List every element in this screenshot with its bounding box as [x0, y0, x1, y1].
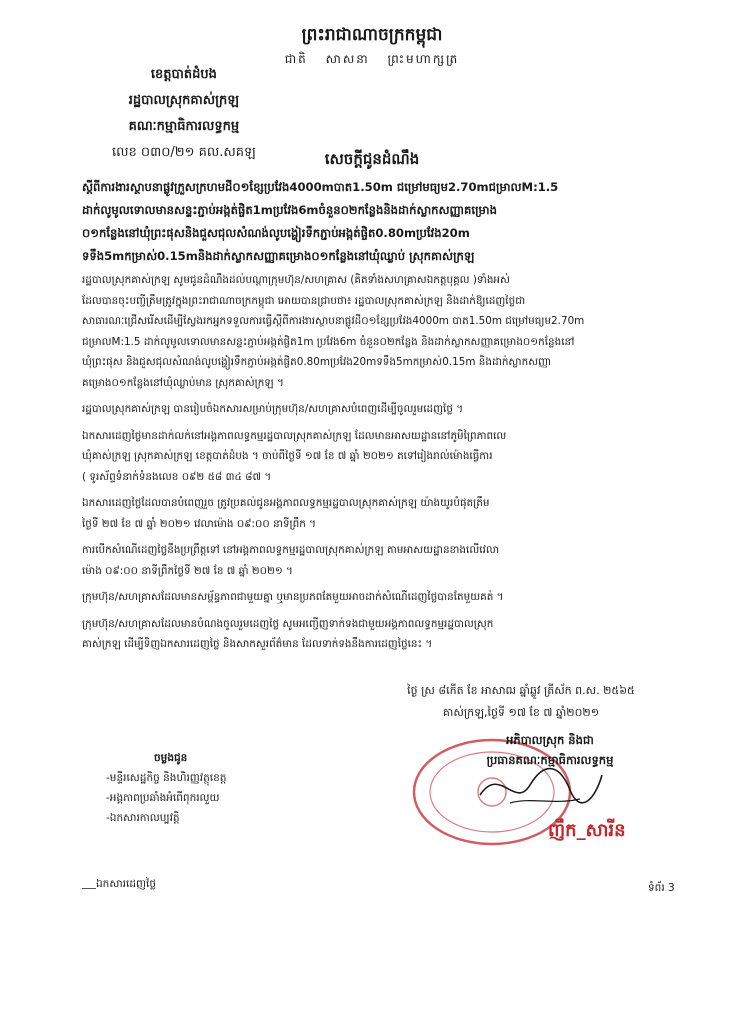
page-number: ទំព័រ 3 [648, 882, 675, 894]
official-title-line: ប្រធានគណៈកម្មាធិការលទ្ធកម្ម [486, 753, 614, 767]
paragraph-4-line: ថ្ងៃទី ២៧ ខែ ៧ ឆ្នាំ ២០២១ វេលាម៉ោង ០៩:០០ នាទីព្រឹក ។ [82, 517, 316, 530]
issuer-committee: គណៈកម្មាធិការលទ្ធកម្ម [128, 119, 240, 134]
subject-line: ដាក់លូមូលទោលមានសន្ទះភ្ជាប់អង្កត់ផ្ចិត1mប្រវែង6mចំនួន០២កន្លែងនិងដាក់ស្លាកសញ្ញាគម្រោង [82, 203, 497, 217]
paragraph-6: ក្រុមហ៊ុន/សហគ្រាសដែលមានសម្ព័ន្ធភាពជាមួយគ្នា ឬមានប្រភពតែមួយអាចដាក់សំណើដេញថ្លៃបានតែមួយគត់ ។ [82, 591, 504, 603]
motto-king: ព្រះមហាក្សត្រ [387, 52, 460, 66]
paragraph-1-line: សាធារណៈជ្រើសរើសដើម្បីស្វែងរកអ្នកទទួលការធ្វើស្ដីពីការងារស្ថាបនាផ្លូវដី០១ខ្សែប្រវែង4000m បាត1.50m ជម្រៅមធ្យម2.70m [82, 315, 585, 327]
subject-block [82, 176, 704, 268]
official-title-line: អភិបាលស្រុក និងជា [506, 733, 594, 747]
solar-date: គាស់ក្រឡ,ថ្ងៃទី ១៧ ខែ ៧ ឆ្នាំ២០២១ [442, 706, 600, 719]
recipient-item: -មន្ទីរសេដ្ឋកិច្ច និងហិរញ្ញវត្ថុខេត្ត [106, 772, 227, 784]
subject-line: ទទឹង5mកម្រាស់0.15mនិងដាក់ស្លាកសញ្ញាគម្រោង០១កន្លែងនៅឃុំឈ្លាប់ ស្រុកគាស់ក្រឡ [82, 249, 475, 263]
lunar-date: ថ្ងៃ ស្រ ៨កើត ខែ អាសាឍ ឆ្នាំឆ្លូវ ត្រីស័ក ព.ស. ២៥៦៥ [407, 684, 635, 697]
paragraph-5-line: ការបើកសំណើដេញថ្លៃនឹងប្រព្រឹត្ដទៅ នៅអង្គភាពលទ្ធកម្មរដ្ឋបាលស្រុកគាស់ក្រឡ តាមអាសយដ្ឋានខាងលើវេលា [82, 544, 500, 556]
body-text [82, 270, 704, 655]
date-block [356, 680, 686, 724]
recipients-block [106, 748, 226, 828]
copy-note: ឯកសារដេញថ្លៃ [96, 878, 156, 890]
motto-religion: សាសនា [325, 52, 370, 66]
paragraph-3-line: ( ទូរស័ព្ទទំនាក់ទំនងលេខ ០៩២ ៥៨ ៣៤ ៨៧ ។ [82, 470, 272, 483]
paragraph-1-line: ដែលបានចុះបញ្ជីត្រឹមត្រូវក្នុងព្រះរាជាណាចក្រកម្ពុជា អោយបានជ្រាបថា៖ រដ្ឋបាលស្រុកគាស់ក្រឡ និងដាក់ឱ្យដេញថ្លៃជា [82, 294, 526, 307]
recipient-item: -អង្គភាពប្រឆាំងអំពើពុករលួយ [106, 792, 220, 804]
paragraph-1-line: ឃុំព្រះផុស និងជួសជុលសំណង់លូបង្ហៀរទឹកភ្ជាប់អង្កត់ផ្ចិត0.80mប្រវែង20mទទឹង5mកម្រាស់0.15m និងដាក់ស្លាកសញ្ញា [82, 356, 552, 368]
subject-line: ០១កន្លែងនៅឃុំព្រះផុសនិងជួសជុលសំណង់លូបង្ហៀរទឹកភ្ជាប់អង្កត់ផ្ចិត0.80mប្រវែង20m [82, 226, 470, 240]
document-title: សេចក្ដីជូនដំណឹង [324, 150, 420, 168]
recipient-item: -ឯកសារកាលប្បវត្តិ [106, 812, 180, 824]
kingdom-heading: ព្រះរាជាណាចក្រកម្ពុជា [301, 25, 443, 45]
signer-name: ញឹក_សារីន [548, 820, 626, 841]
footer-dash [82, 888, 96, 889]
recipients-heading: ចម្លងជូន [154, 752, 188, 764]
issuer-province: ខេត្តបាត់ដំបង [150, 67, 217, 82]
issuer-district-admin: រដ្ឋបាលស្រុកគាស់ក្រឡ [128, 93, 239, 108]
signature-icon [470, 755, 610, 815]
subject-line: ស្ដីពីការងារស្ថាបនាផ្លូវក្រួសក្រហមដី០១ខ្សែប្រវែង4000mបាត1.50m ជម្រៅមធ្យម2.70mជម្រាលM:1.5 [82, 180, 559, 194]
paragraph-1-line: ជម្រាលM:1.5 ដាក់លូមូលទោលមានសន្ទះភ្ជាប់អង្កត់ផ្ចិត1m ប្រវែង6m ចំនួន០២កន្លែង និងដាក់ស្លាកសញ្ញាគម្រោង០១កន្លែងនៅ [82, 335, 575, 348]
paragraph-4-line: ឯកសារដេញថ្លៃដែលបានបំពេញរួច ត្រូវប្រគល់ជូនអង្គភាពលទ្ធកម្មរដ្ឋបាលស្រុកគាស់ក្រឡ យ៉ាងយូរបំផុតត្រឹម [82, 497, 490, 509]
paragraph-1-line: គម្រោង០១កន្លែងនៅឃុំឈ្លាប់មាន ស្រុកគាស់ក្រឡ ។ [82, 376, 284, 389]
motto-nation: ជាតិ [284, 52, 308, 66]
paragraph-7-line: គាស់ក្រឡ ដើម្បីទិញឯកសារដេញថ្លៃ និងសាកសួរព័ត៌មាន ដែលទាក់ទងនឹងការដេញថ្លៃនេះ ។ [82, 638, 433, 650]
paragraph-2: រដ្ឋបាលស្រុកគាស់ក្រឡ បានរៀបចំឯកសារសម្រាប់ក្រុមហ៊ុន/សហគ្រាសបំពេញដើម្បីចូលរួមដេញថ្លៃ ។ [82, 403, 464, 415]
reference-number: លេខ ០៣០/២១ គល.សគឡ [112, 145, 256, 160]
paragraph-5-line: ម៉ោង ០៩:០០ នាទីព្រឹកថ្ងៃទី ២៧ ខែ ៧ ឆ្នាំ ២០២១ ។ [82, 564, 293, 577]
paragraph-7-line: ក្រុមហ៊ុន/សហគ្រាសដែលមានបំណងចូលរួមដេញថ្លៃ សូមអញ្ជើញទាក់ទងជាមួយអង្គភាពលទ្ធកម្មរដ្ឋបាលស្រុក [82, 617, 494, 630]
paragraph-1-line: រដ្ឋបាលស្រុកគាស់ក្រឡ សូមជូនដំណឹងដល់បណ្ដាក្រុមហ៊ុន/សហគ្រាស (គិតទាំងសហគ្រាសឯកត្តបុគ្គល )ទាំងអស់ [82, 274, 510, 286]
paragraph-3-line: ឯកសារដេញថ្លៃមានដាក់លក់នៅអង្គភាពលទ្ធកម្មរដ្ឋបាលស្រុកគាស់ក្រឡ ដែលមានអាសយដ្ឋាននៅភូមិព្រៃភាពលេ [82, 429, 507, 442]
paragraph-3-line: ឃុំគាស់ក្រឡ ស្រុកគាស់ក្រឡ ខេត្តបាត់ដំបង ។ ចាប់ពីថ្ងៃទី ១៧ ខែ ៧ ឆ្នាំ ២០២១ តទៅរៀងរាល់ម៉ោងធ្វើការ [82, 450, 493, 462]
